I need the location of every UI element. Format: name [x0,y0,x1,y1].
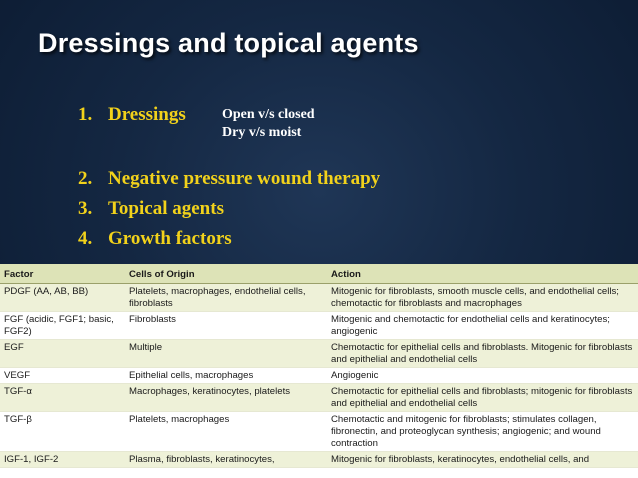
table-cell-action: Mitogenic for fibroblasts, keratinocytes, endothelial cells, and [327,452,638,468]
table-cell-factor: FGF (acidic, FGF1; basic, FGF2) [0,312,125,340]
table-header-row [0,264,638,284]
column-header-action: Action [327,264,638,284]
agenda-item-label: Dressings [108,104,186,125]
table-row [0,284,638,312]
agenda-item-label: Topical agents [108,198,224,219]
table-cell-factor: EGF [0,340,125,368]
growth-factor-table [0,264,638,478]
table-cell-factor: PDGF (AA, AB, BB) [0,284,125,312]
agenda-item-number: 1. [78,104,93,125]
table-cell-action: Mitogenic and chemotactic for endothelial cells and keratinocytes; angiogenic [327,312,638,340]
table-cell-action: Angiogenic [327,368,638,384]
growth-factor-table-grid [0,264,638,468]
subpoint-open-closed: Open v/s closed [222,107,315,122]
table-row [0,312,638,340]
slide-title: Dressings and topical agents [38,28,419,58]
agenda-item-dressings [78,104,186,126]
table-row [0,384,638,412]
agenda-item-number: 2. [78,168,93,189]
table-row [0,368,638,384]
agenda-item-growth-factors [78,228,232,250]
table-cell-factor: VEGF [0,368,125,384]
table-cell-action: Chemotactic for epithelial cells and fibroblasts; mitogenic for fibroblasts and epithelial and endothelial cells [327,384,638,412]
table-cell-factor: TGF-β [0,412,125,452]
agenda-item-number: 3. [78,198,93,219]
table-cell-action: Chemotactic for epithelial cells and fibroblasts. Mitogenic for fibroblasts and epithelial and endothelial cells [327,340,638,368]
table-row [0,412,638,452]
table-cell-factor: IGF-1, IGF-2 [0,452,125,468]
table-cell-origin: Multiple [125,340,327,368]
table-cell-origin: Macrophages, keratinocytes, platelets [125,384,327,412]
table-cell-action: Chemotactic and mitogenic for fibroblasts; stimulates collagen, fibronectin, and proteoglycan synthesis; angiogenic; and wound contraction [327,412,638,452]
subpoint-dry-moist: Dry v/s moist [222,125,302,140]
table-row [0,452,638,468]
table-row [0,340,638,368]
table-cell-origin: Epithelial cells, macrophages [125,368,327,384]
table-cell-action: Mitogenic for fibroblasts, smooth muscle cells, and endothelial cells; chemotactic for fibroblasts and macrophages [327,284,638,312]
table-cell-origin: Fibroblasts [125,312,327,340]
table-cell-origin: Platelets, macrophages [125,412,327,452]
table-cell-origin: Plasma, fibroblasts, keratinocytes, [125,452,327,468]
column-header-factor: Factor [0,264,125,284]
table-cell-factor: TGF-α [0,384,125,412]
dressing-subpoints [222,106,315,142]
agenda-item-number: 4. [78,228,93,249]
agenda-item-label: Negative pressure wound therapy [108,168,381,189]
table-cell-origin: Platelets, macrophages, endothelial cells, fibroblasts [125,284,327,312]
agenda-item-label: Growth factors [108,228,232,249]
column-header-cells-of-origin: Cells of Origin [125,264,327,284]
agenda-item-negative-pressure [78,168,380,190]
agenda-item-topical-agents [78,198,224,220]
